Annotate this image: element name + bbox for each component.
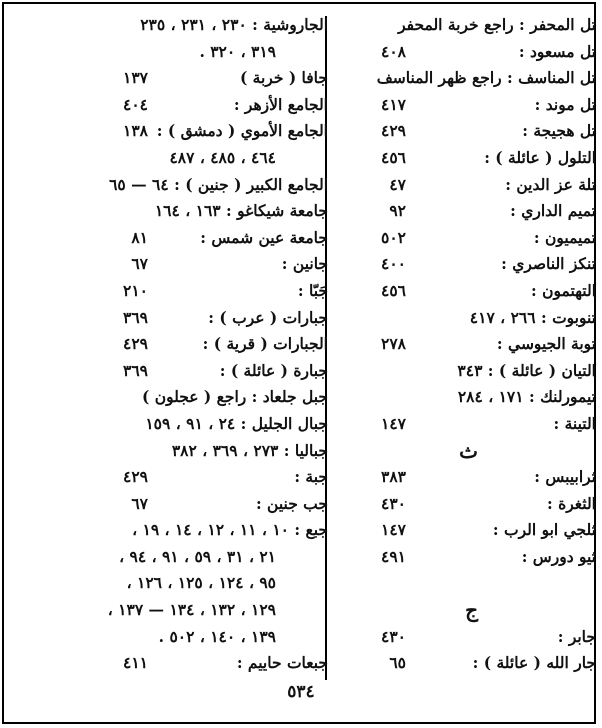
entry-page: ٤٣٠: [381, 493, 406, 513]
index-entry: [334, 384, 596, 411]
index-entry: [92, 411, 328, 438]
index-entry: [334, 198, 596, 225]
index-entry: [92, 65, 328, 92]
entry-text: ثيو دورس :: [521, 546, 596, 566]
index-entry: [92, 597, 328, 624]
entry-text: ٩٥ ، ١٢٤ ، ١٢٥ ، ١٢٦ ،: [126, 573, 276, 593]
index-entry: [92, 92, 328, 119]
index-entry: [92, 251, 328, 278]
entry-page: ٨١: [131, 227, 148, 247]
index-entry: [334, 624, 596, 651]
entry-page: ٤٩١: [381, 546, 406, 566]
entry-text: التينة :: [553, 413, 596, 433]
entry-page: ٤١١: [123, 653, 148, 673]
entry-text: ٢١ ، ٣١ ، ٥٩ ، ٩١ ، ٩٤ ،: [119, 546, 276, 566]
index-entry: [334, 358, 596, 385]
entry-text: تميم الداري :: [510, 201, 596, 221]
left-index-column: [92, 12, 328, 677]
entry-text: جبع : ١٠ ، ١١ ، ١٢ ، ١٤ ، ١٩ ،: [132, 520, 328, 540]
index-entry: [334, 145, 596, 172]
entry-page: ٥٠٢: [381, 227, 406, 247]
index-entry: [334, 464, 596, 491]
entry-page: ١٣٧: [123, 68, 148, 88]
entry-page: ٣٨٣: [381, 467, 406, 487]
entry-text: ثلجي ابو الرب :: [492, 520, 596, 540]
entry-text: جبارات ( عرب ) :: [208, 307, 328, 327]
entry-page: ٦٧: [131, 493, 148, 513]
index-entry: [92, 305, 328, 332]
entry-text: تنوبوت : ٢٦٦ ، ٤١٧: [469, 307, 596, 327]
entry-text: جار الله ( عائلة ) :: [472, 653, 596, 673]
entry-text: تل المناسف : راجع ظهر المناسف: [376, 68, 596, 88]
entry-text: جبارة ( عائلة ) :: [219, 360, 328, 380]
entry-page: ٤٢٩: [123, 467, 148, 487]
index-entry: [92, 12, 328, 39]
entry-text: الجامع الأزهر :: [233, 94, 328, 114]
entry-text: التيان ( عائلة ) : ٣٤٣: [457, 360, 596, 380]
right-index-column: [334, 12, 596, 677]
index-entry: [334, 65, 596, 92]
entry-page: ٩٢: [389, 201, 406, 221]
index-entry: [334, 39, 596, 66]
index-entry: [334, 411, 596, 438]
entry-text: ١٢٩ ، ١٣٢ ، ١٣٤ — ١٣٧ ،: [107, 600, 276, 620]
page-number: ٥٣٤: [287, 682, 315, 702]
entry-page: ٤٠٨: [381, 41, 406, 61]
entry-page: ٦٥: [389, 653, 406, 673]
entry-page: ١٤٧: [381, 413, 406, 433]
entry-text: تميميون :: [533, 227, 596, 247]
index-entry: [334, 92, 596, 119]
entry-text: جباليا : ٢٧٣ ، ٣٦٩ ، ٣٨٢: [171, 440, 328, 460]
index-entry: [92, 278, 328, 305]
index-entry: [92, 438, 328, 465]
entry-page: ٤٠٤: [123, 94, 148, 114]
index-entry: [92, 358, 328, 385]
index-entry: [334, 331, 596, 358]
entry-page: ٣٦٩: [123, 360, 148, 380]
index-entry: [92, 172, 328, 199]
entry-text: جبل جلعاد : راجع ( عجلون ): [142, 387, 328, 407]
index-entry: [334, 172, 596, 199]
entry-page: ٢١٠: [123, 280, 148, 300]
entry-page: ٤٠٠: [381, 254, 406, 274]
entry-text: جب جنين :: [255, 493, 328, 513]
entry-page: ١٤٧: [381, 520, 406, 540]
section-letter-heading: [334, 438, 596, 465]
entry-page: ٤١٧: [381, 94, 406, 114]
entry-page: ٢٧٨: [381, 334, 406, 354]
index-entry: [92, 384, 328, 411]
entry-text: جَبّا :: [297, 280, 328, 300]
index-entry: [92, 570, 328, 597]
index-entry: [334, 305, 596, 332]
entry-text: توبة الجيوسي :: [496, 334, 596, 354]
entry-text: ث: [459, 438, 478, 463]
entry-text: ٣١٩ ، ٣٢٠ .: [199, 41, 276, 61]
entry-text: جامعة شيكاغو : ١٦٣ ، ١٦٤: [154, 201, 328, 221]
entry-text: تنكز الناصري :: [501, 254, 596, 274]
entry-text: تلة عز الدين :: [505, 174, 596, 194]
index-entry: [92, 118, 328, 145]
index-entry: [334, 517, 596, 544]
entry-text: ١٣٩ ، ١٤٠ ، ٥٠٢ .: [158, 626, 276, 646]
index-entry: [334, 650, 596, 677]
entry-text: الثغرة :: [547, 493, 596, 513]
index-entry: [92, 198, 328, 225]
entry-page: ٦٧: [131, 254, 148, 274]
index-entry: [334, 225, 596, 252]
index-entry: [92, 491, 328, 518]
entry-page: ٤٣٠: [381, 626, 406, 646]
entry-text: ٤٦٤ ، ٤٨٥ ، ٤٨٧: [169, 147, 276, 167]
entry-text: التهتمون :: [531, 280, 596, 300]
index-entry: [92, 331, 328, 358]
entry-text: تيمورلنك : ١٧١ ، ٢٨٤: [457, 387, 596, 407]
index-entry: [334, 544, 596, 571]
entry-text: الجبارات ( قرية ) :: [202, 334, 328, 354]
index-entry: [334, 278, 596, 305]
entry-page: ٤٧: [389, 174, 406, 194]
entry-text: تل موند :: [534, 94, 596, 114]
entry-page: ٤٥٦: [381, 280, 406, 300]
index-entry: [92, 464, 328, 491]
page-frame: [2, 2, 596, 724]
entry-page: ٣٦٩: [123, 307, 148, 327]
entry-text: الجاروشية : ٢٣٠ ، ٢٣١ ، ٢٣٥: [140, 15, 328, 34]
entry-page: ١٣٨: [123, 121, 148, 141]
entry-text: التلول ( عائلة ) :: [484, 147, 596, 167]
entry-page: ٤٥٦: [381, 147, 406, 167]
index-entry: [334, 570, 596, 597]
index-entry: [334, 118, 596, 145]
entry-text: جابر :: [557, 626, 596, 646]
entry-page: ٤٢٩: [123, 334, 148, 354]
index-entry: [92, 517, 328, 544]
entry-text: تل المحفر : راجع خربة المحفر: [398, 15, 596, 34]
entry-text: ثرابيبس :: [534, 467, 596, 487]
entry-text: الجامع الأموي ( دمشق ) :: [156, 121, 328, 141]
index-entry: [92, 225, 328, 252]
entry-page: ٤٢٩: [381, 121, 406, 141]
section-letter-heading: [334, 597, 596, 624]
entry-text: جامعة عين شمس :: [200, 227, 328, 247]
entry-text: جبال الجليل : ٢٤ ، ٩١ ، ١٥٩: [145, 413, 328, 433]
entry-text: جبة :: [294, 467, 328, 487]
index-entry: [92, 650, 328, 677]
entry-text: تل هجيجة :: [522, 121, 596, 141]
entry-text: الجامع الكبير ( جنين ) : ٦٤ — ٦٥: [109, 174, 328, 194]
entry-text: تل مسعود :: [518, 41, 596, 61]
entry-text: جانين :: [281, 254, 328, 274]
index-entry: [334, 491, 596, 518]
entry-text: جافا ( خربة ): [239, 68, 328, 88]
index-entry: [92, 624, 328, 651]
index-entry: [92, 145, 328, 172]
index-entry: [334, 251, 596, 278]
entry-text: جبعات حاييم :: [236, 653, 328, 673]
index-entry: [92, 39, 328, 66]
index-entry: [334, 12, 596, 39]
index-entry: [92, 544, 328, 571]
entry-text: ج: [465, 598, 478, 623]
